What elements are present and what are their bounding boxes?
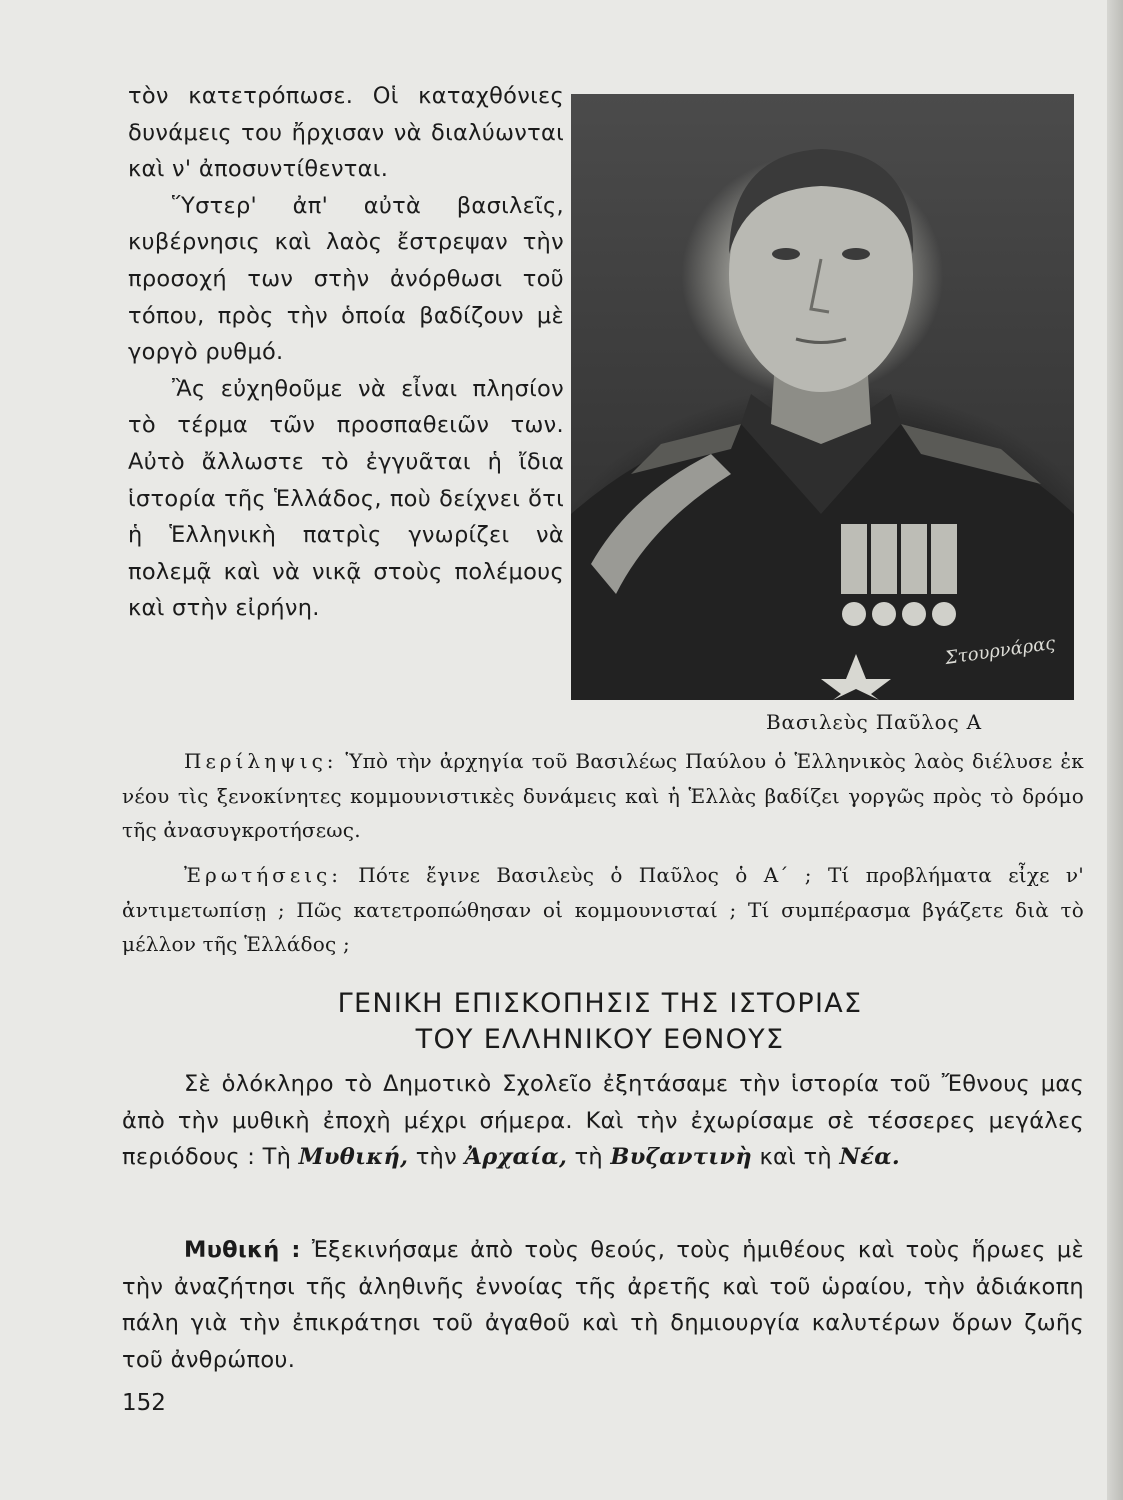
period-byzantine: Βυζαντινὴ — [610, 1144, 752, 1171]
period-modern: Νέα. — [839, 1144, 900, 1171]
portrait-illustration — [571, 94, 1074, 700]
overview-text: Σὲ ὁλόκληρο τὸ Δημοτικὸ Σχολεῖο ἐξητάσαμε τὴν ἱστορία τοῦ Ἔθνους μας ἀπὸ τὴν μυθικὴ ἐποχὴ μέχρι σήμερα. Καὶ τὴν ἐχωρίσαμε σὲ τέσσερες μεγάλες περιόδους : Τὴ — [122, 1071, 1084, 1171]
period-mythical: Μυθική, — [298, 1144, 409, 1171]
paragraph-2: Ὕστερ' ἀπ' αὐτὰ βασιλεῖς, κυβέρνησις καὶ λαὸς ἔστρεψαν τὴν προσοχή των στὴν ἀνόρθωσι τοῦ τόπου, πρὸς τὴν ὁποία βαδίζουν μὲ γοργὸ ρυθμό. — [128, 192, 564, 366]
paragraph-3: Ἂς εὐχηθοῦμε νὰ εἶναι πλησίον τὸ τέρμα τῶν προσπαθειῶν των. Αὐτὸ ἄλλωστε τὸ ἐγγυᾶται ἡ ἴδια ἱστορία τῆς Ἑλλάδος, ποὺ δείχνει ὅτι ἡ Ἑλληνικὴ πατρὶς γνωρίζει νὰ πολεμᾷ καὶ νὰ νικᾷ στοὺς πολέμους καὶ στὴν εἰρήνη. — [128, 375, 564, 622]
right-eye — [842, 248, 870, 260]
king-portrait-photo — [571, 94, 1074, 700]
page-number: 152 — [122, 1390, 166, 1416]
page-edge — [1107, 0, 1123, 1500]
overview-separator-1: τὴν — [408, 1144, 465, 1171]
questions-block — [122, 858, 1084, 962]
overview-separator-3: καὶ τὴ — [752, 1144, 840, 1171]
summary-block — [122, 744, 1084, 848]
mythical-label: Μυθική : — [184, 1237, 301, 1263]
summary-text: Ὑπὸ τὴν ἀρχηγία τοῦ Βασιλέως Παύλου ὁ Ἑλληνικὸς λαὸς διέλυσε ἐκ νέου τὶς ξενοκίνητες κομμουνιστικὲς δυνάμεις καὶ ἡ Ἑλλὰς βαδίζει γοργῶς πρὸς τὸ δρόμο τῆς ἀνασυγκροτήσεως. — [122, 749, 1084, 842]
overview-paragraph — [122, 1066, 1084, 1176]
mythical-text: Ἐξεκινήσαμε ἀπὸ τοὺς θεούς, τοὺς ἡμιθέους καὶ τοὺς ἥρωες μὲ τὴν ἀναζήτησι τῆς ἀληθινῆς ἐννοίας τῆς ἀρετῆς καὶ τοῦ ὡραίου, τὴν ἀδιάκοπη πάλη γιὰ τὴν ἐπικράτησι τοῦ ἀγαθοῦ καὶ τὴ δημιουργία καλυτέρων ὅρων ζωῆς τοῦ ἀνθρώπου. — [122, 1237, 1084, 1373]
left-column-text — [128, 78, 564, 627]
period-ancient: Ἀρχαία, — [464, 1144, 568, 1171]
paragraph-1: τὸν κατετρόπωσε. Οἱ καταχθόνιες δυνάμεις του ἤρχισαν νὰ διαλύωνται καὶ ν' ἀποσυντίθενται. — [128, 83, 564, 183]
mythical-paragraph — [122, 1232, 1084, 1378]
summary-label: Περίληψις: — [184, 749, 338, 773]
photo-caption: Βασιλεὺς Παῦλος Α — [766, 710, 982, 734]
section-title-line-1: ΓΕΝΙΚΗ ΕΠΙΣΚΟΠΗΣΙΣ ΤΗΣ ΙΣΤΟΡΙΑΣ — [337, 988, 863, 1019]
section-title-line-2: ΤΟΥ ΕΛΛΗΝΙΚΟΥ ΕΘΝΟΥΣ — [415, 1024, 785, 1055]
questions-text: Πότε ἔγινε Βασιλεὺς ὁ Παῦλος ὁ Α΄ ; Τί προβλήματα εἶχε ν' ἀντιμετωπίσῃ ; Πῶς κατετροπώθησαν οἱ κομμουνισταί ; Τί συμπέρασμα βγάζετε διὰ τὸ μέλλον τῆς Ἑλλάδος ; — [122, 863, 1084, 956]
questions-label: Ἐρωτήσεις: — [184, 863, 342, 887]
left-eye — [772, 248, 800, 260]
photographer-signature: Στουρνάρας — [943, 632, 1057, 669]
section-title — [200, 986, 1000, 1058]
overview-separator-2: τὴ — [567, 1144, 611, 1171]
